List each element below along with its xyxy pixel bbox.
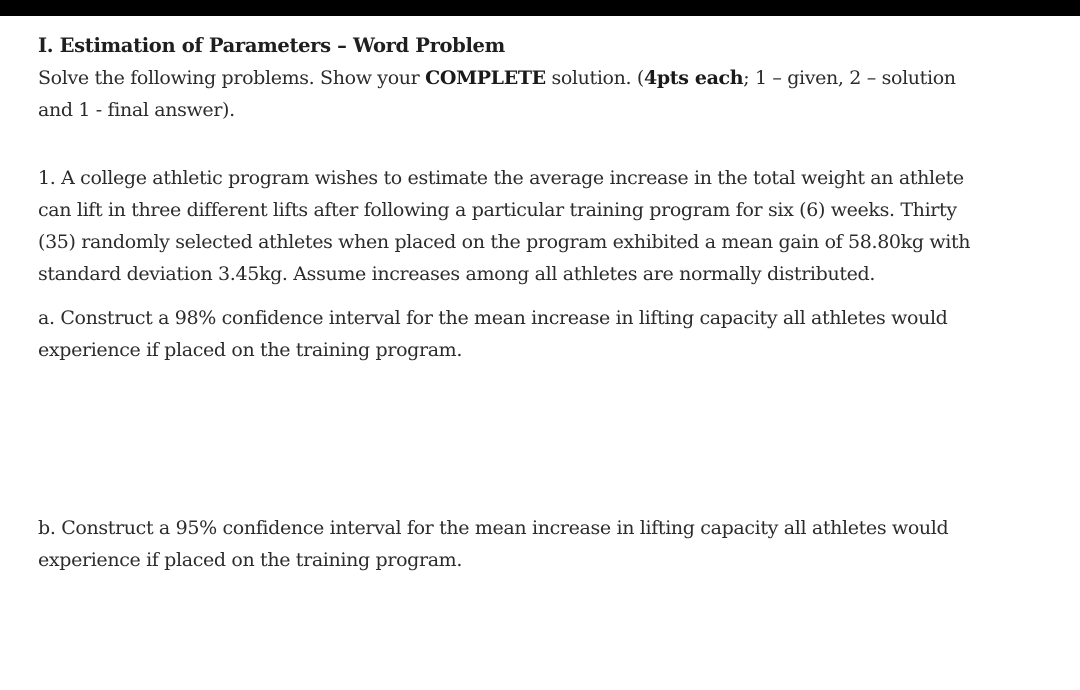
problem-1-line-4: standard deviation 3.45kg. Assume increases among all athletes are normally distributed.	[38, 263, 876, 285]
part-b	[38, 512, 1068, 576]
instructions-text-1: Solve the following problems. Show your	[38, 67, 426, 89]
top-black-bar	[0, 0, 1080, 16]
instructions-line-2: and 1 - final answer).	[38, 99, 235, 121]
instructions-text-3: ; 1 – given, 2 – solution	[743, 67, 956, 89]
part-a-line-1: a. Construct a 98% confidence interval for the mean increase in lifting capacity all athletes would	[38, 307, 948, 329]
part-a-line-2: experience if placed on the training program.	[38, 339, 463, 361]
part-b-line-1: b. Construct a 95% confidence interval for the mean increase in lifting capacity all athletes would	[38, 517, 949, 539]
part-a	[38, 302, 1068, 366]
instructions-text-2: solution. (	[545, 67, 644, 89]
problem-1	[38, 162, 1068, 290]
problem-1-line-1: 1. A college athletic program wishes to estimate the average increase in the total weight an athlete	[38, 167, 964, 189]
problem-1-line-3: (35) randomly selected athletes when placed on the program exhibited a mean gain of 58.80kg with	[38, 231, 971, 253]
instructions-line-1	[38, 62, 1068, 94]
instructions	[38, 62, 1068, 126]
worksheet	[38, 30, 1068, 576]
section-heading: I. Estimation of Parameters – Word Problem	[38, 34, 505, 57]
part-b-line-2: experience if placed on the training program.	[38, 549, 463, 571]
problem-1-line-2: can lift in three different lifts after following a particular training program for six (6) weeks. Thirty	[38, 199, 957, 221]
instructions-points-emphasis: 4pts each	[643, 67, 744, 89]
instructions-complete-emphasis: COMPLETE	[425, 67, 546, 89]
